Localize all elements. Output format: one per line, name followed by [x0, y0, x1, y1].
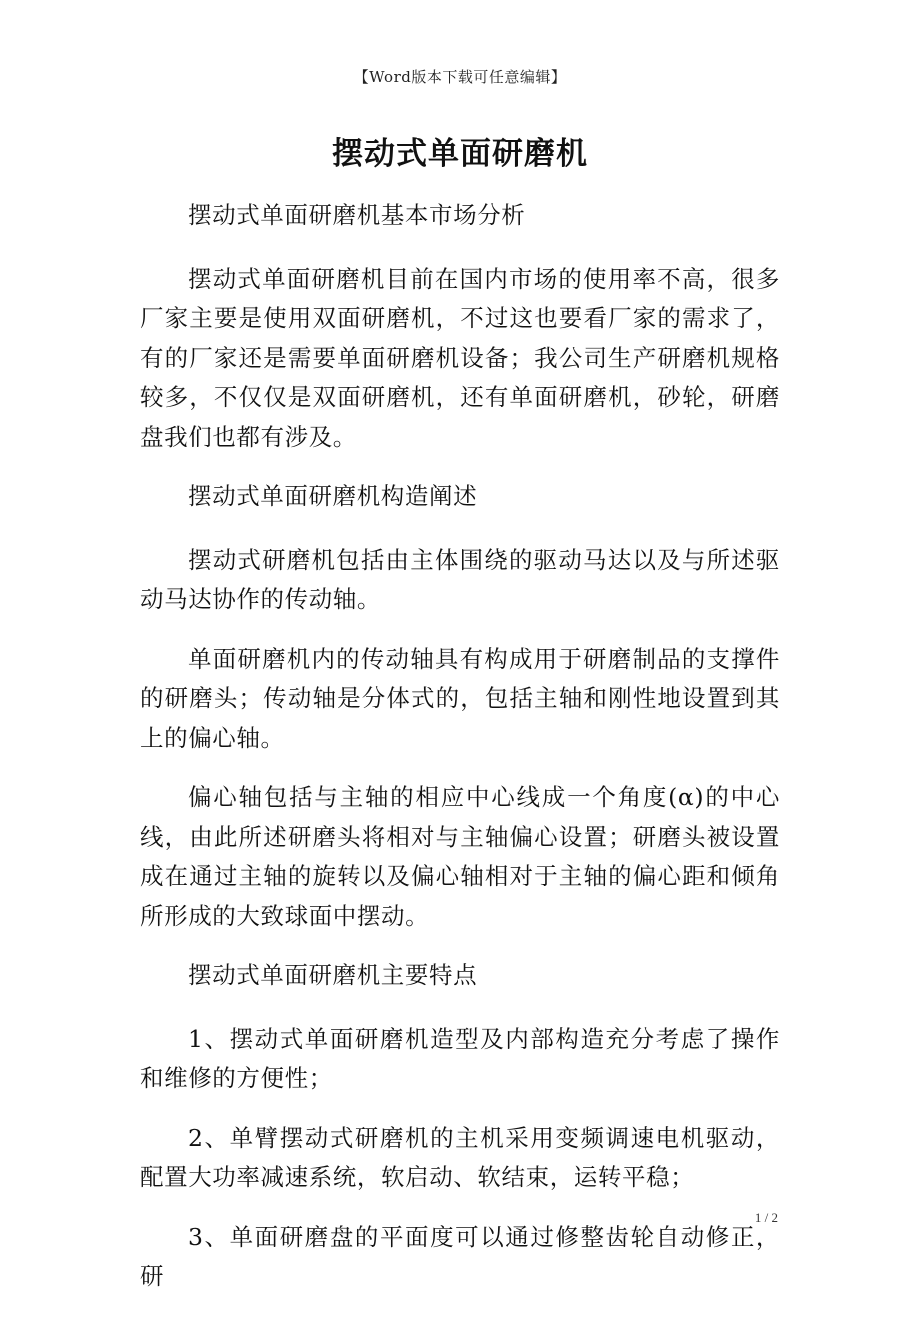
feature-item-3: 3、单面研磨盘的平面度可以通过修整齿轮自动修正，研 — [140, 1222, 780, 1290]
section-heading-structure: 摆动式单面研磨机构造阐述 — [188, 482, 478, 510]
paragraph-market: 摆动式单面研磨机目前在国内市场的使用率不高，很多厂家主要是使用双面研磨机，不过这也要看厂家的需求了，有的厂家还是需要单面研磨机设备；我公司生产研磨机规格较多，不仅仅是双面研磨机，还有单面研磨机，砂轮，研磨盘我们也都有涉及。 — [140, 264, 780, 451]
header-note: 【Word版本下载可任意编辑】 — [353, 68, 567, 86]
page-number: 1 / 2 — [754, 1210, 778, 1225]
paragraph-structure-3: 偏心轴包括与主轴的相应中心线成一个角度(α)的中心线，由此所述研磨头将相对与主轴偏心设置；研磨头被设置成在通过主轴的旋转以及偏心轴相对于主轴的偏心距和倾角所形成的大致球面中摆动。 — [140, 783, 780, 930]
document-title: 摆动式单面研磨机 — [332, 136, 588, 172]
paragraph-structure-1: 摆动式研磨机包括由主体围绕的驱动马达以及与所述驱动马达协作的传动轴。 — [140, 545, 780, 613]
section-heading-features: 摆动式单面研磨机主要特点 — [188, 961, 478, 989]
section-heading-market: 摆动式单面研磨机基本市场分析 — [188, 201, 526, 229]
feature-item-1: 1、摆动式单面研磨机造型及内部构造充分考虑了操作和维修的方便性； — [140, 1024, 780, 1092]
document-body — [140, 196, 780, 1317]
paragraph-structure-2: 单面研磨机内的传动轴具有构成用于研磨制品的支撑件的研磨头；传动轴是分体式的，包括主轴和刚性地设置到其上的偏心轴。 — [140, 644, 780, 752]
feature-item-2: 2、单臂摆动式研磨机的主机采用变频调速电机驱动，配置大功率减速系统，软启动、软结束，运转平稳； — [140, 1123, 780, 1191]
